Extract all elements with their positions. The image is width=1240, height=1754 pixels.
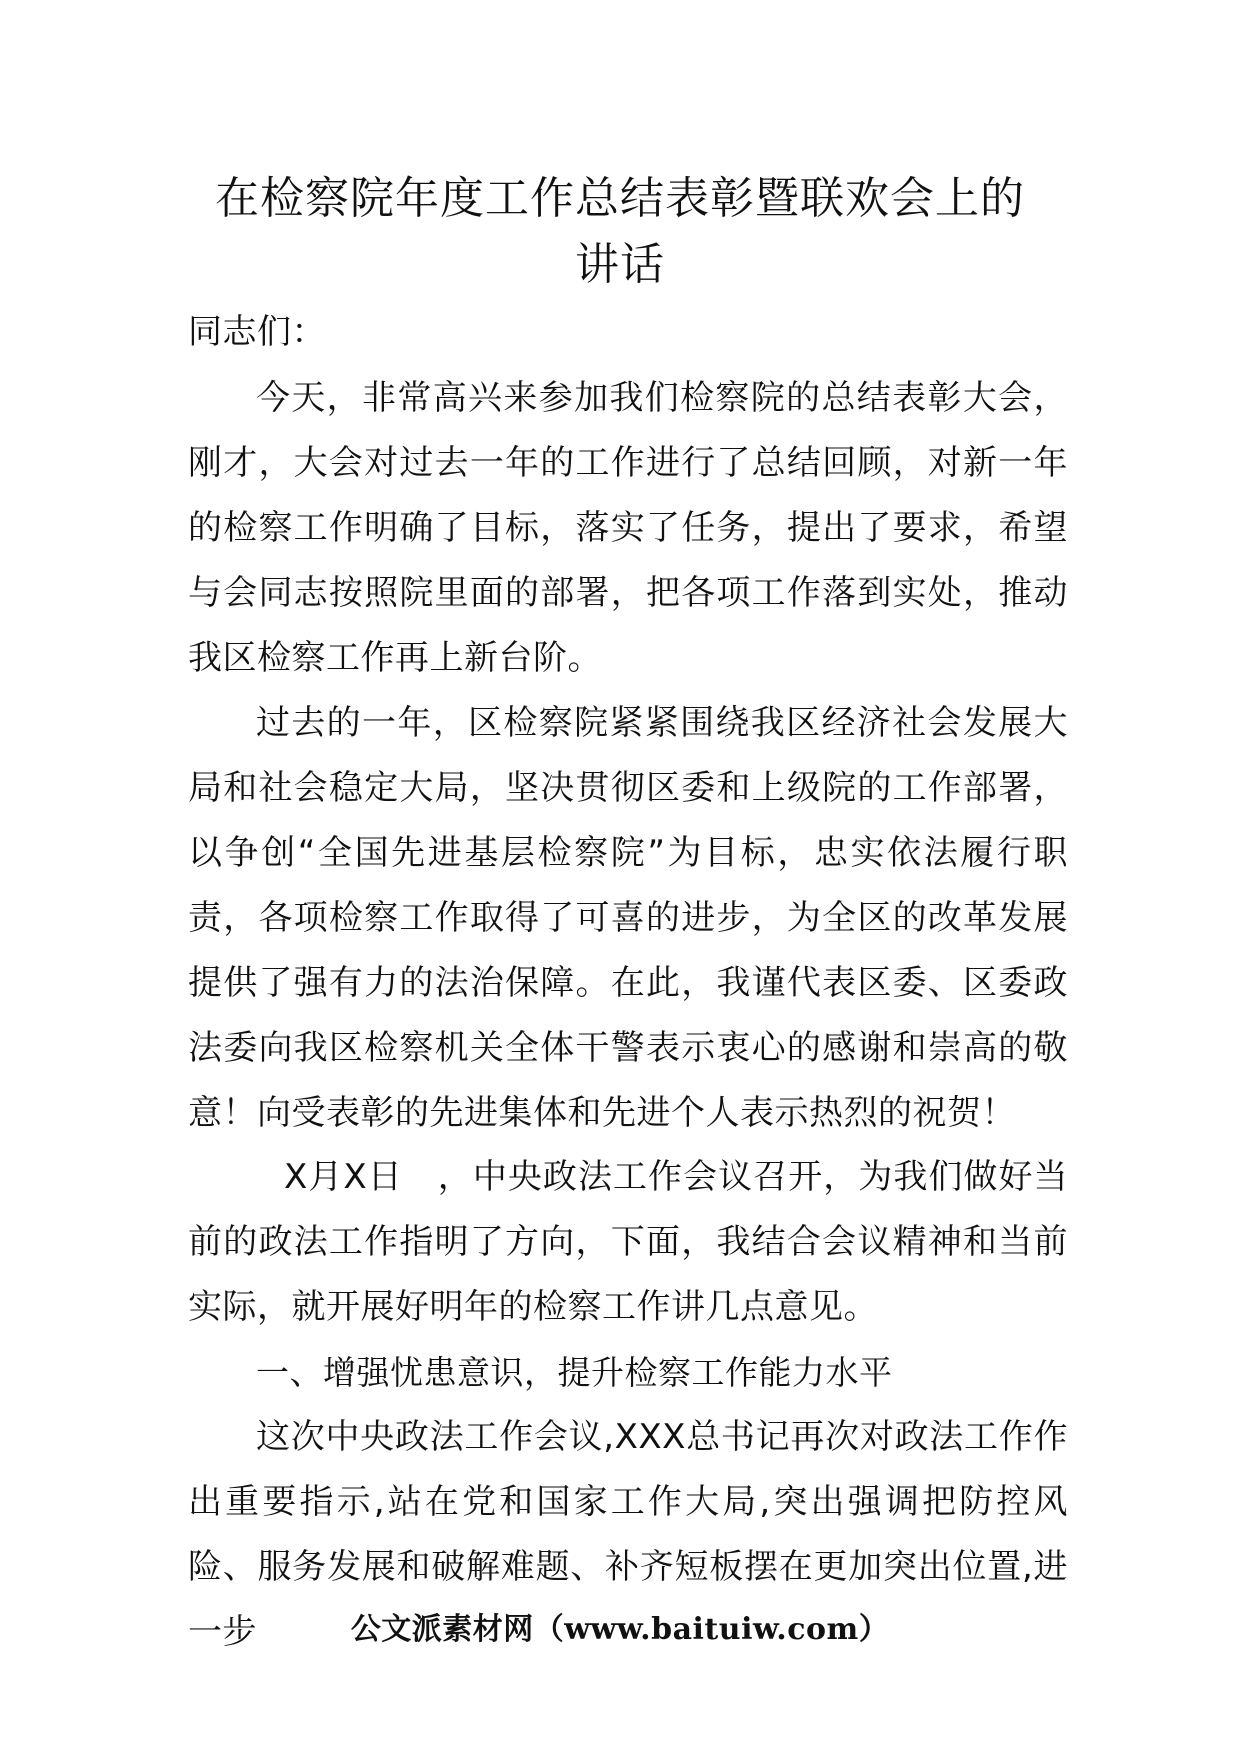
paragraph-block-3 [188, 1145, 1068, 1340]
paragraph-meeting: X月X日 ，中央政法工作会议召开，为我们做好当前的政法工作指明了方向，下面，我结合会议精神和当前实际，就开展好明年的检察工作讲几点意见。 [188, 1157, 1068, 1327]
document-title-line-2: 讲话 [575, 239, 665, 290]
salutation-block [188, 300, 1068, 365]
paragraph-instructions: 这次中央政法工作会议,XXX总书记再次对政法工作作出重要指示,站在党和国家工作大局,突出强调把防控风险、服务发展和破解难题、补齐短板摆在更加突出位置,进一步 [188, 1417, 1068, 1652]
document-title-line-1: 在检察院年度工作总结表彰暨联欢会上的 [215, 173, 1025, 224]
section-heading-block [188, 1340, 1068, 1405]
footer-watermark: 公文派素材网（www.baituiw.com） [350, 1612, 890, 1647]
salutation: 同志们： [188, 312, 326, 352]
paragraph-review: 过去的一年，区检察院紧紧围绕我区经济社会发展大局和社会稳定大局，坚决贯彻区委和上级院的工作部署，以争创“全国先进基层检察院”为目标，忠实依法履行职责，各项检察工作取得了可喜的进步，为全区的改革发展提供了强有力的法治保障。在此，我谨代表区委、区委政法委向我区检察机关全体干警表示衷心的感谢和崇高的敬意！向受表彰的先进集体和先进个人表示热烈的祝贺！ [188, 703, 1068, 1133]
paragraph-block-2 [188, 691, 1068, 1146]
section-heading: 一、增强忧患意识，提升检察工作能力水平 [256, 1353, 893, 1392]
paragraph-block-1 [188, 366, 1068, 691]
paragraph-opening: 今天，非常高兴来参加我们检察院的总结表彰大会，刚才，大会对过去一年的工作进行了总结回顾，对新一年的检察工作明确了目标，落实了任务，提出了要求，希望与会同志按照院里面的部署，把各项工作落到实处，推动我区检察工作再上新台阶。 [188, 378, 1068, 678]
